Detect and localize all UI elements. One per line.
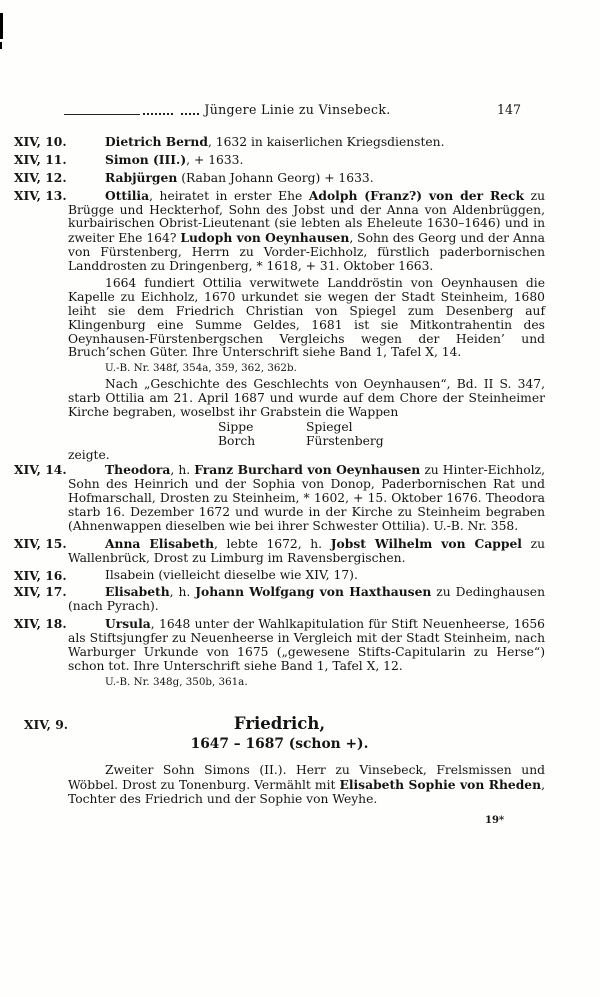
entry-number-label: XIV, 17. — [14, 584, 67, 600]
entry-number-label: XIV, 13. — [14, 187, 67, 203]
person-name-text: Theodora — [105, 462, 171, 478]
paragraph — [68, 764, 545, 807]
entry-number-label: XIV, 16. — [14, 567, 67, 583]
coat-of-arms-row — [218, 421, 545, 435]
source-footnote: U.-B. Nr. 348f, 354a, 359, 362, 362b. — [105, 362, 297, 375]
section-title: Friedrich, — [233, 714, 326, 734]
body-text: zu Hinter-Eichholz, Sohn des Heinrich und der Sophia von Donop, Paderbornischen Rat und Hofmarschall, Drosten zu Steinheim, * 1602, + 15. Oktober 1676. Theodora starb 16. Dezember 1672 und wurde in der Kirche zu Steinheim begraben (Ahnenwappen dieselben wie bei ihrer Schwester Ottilia). U.-B. Nr. 358. — [68, 463, 545, 533]
genealogy-entry — [14, 171, 545, 186]
page-header — [14, 103, 545, 119]
genealogy-entry — [14, 189, 545, 274]
body-text: zu Dedinghausen (nach Pyrach). — [68, 585, 545, 614]
genealogy-entry — [14, 585, 545, 614]
entry-text — [68, 463, 545, 533]
entry-text — [68, 569, 545, 583]
person-name-text: Ottilia — [105, 187, 150, 203]
person-name-text: Dietrich Bernd — [105, 134, 208, 149]
person-name-text: Rabjürgen — [105, 169, 178, 185]
coat-of-arms-cell: Borch — [218, 433, 256, 448]
coat-of-arms-cell: Sippe — [218, 419, 254, 434]
genealogy-entry — [14, 537, 545, 566]
person-name-text: Elisabeth Sophie von Rheden — [339, 776, 542, 792]
body-text: , 1632 in kaiserlichen Kriegsdiensten. — [207, 135, 445, 149]
body-text: , + 1633. — [186, 152, 244, 167]
entry-text — [68, 537, 545, 566]
body-text: zu Wallenbrück, Drost zu Limburg im Ravensbergischen. — [68, 536, 545, 565]
body-text: Nach „Geschichte des Geschlechts von Oeynhausen“, Bd. II S. 347, starb Ottilia am 21. April 1687 und wurde auf dem Chore der Steinheimer Kirche begraben, woselbst ihr Grabstein die Wappen — [68, 376, 545, 419]
body-text: Ilsabein (vielleicht dieselbe wie XIV, 17). — [105, 567, 358, 582]
page-number: 147 — [496, 102, 521, 117]
entry-number-label: XIV, 12. — [14, 169, 67, 185]
coat-of-arms-cell: Spiegel — [306, 419, 353, 434]
entry-number-label: XIV, 14. — [14, 462, 67, 478]
body-text: , lebte 1672, h. — [214, 536, 331, 551]
person-name-text: Franz Burchard von Oeynhausen — [194, 462, 421, 478]
scan-edge-artifact-small — [0, 42, 2, 49]
body-text: , Tochter des Friedrich und der Sophie von Weyhe. — [68, 777, 545, 806]
section-number-label: XIV, 9. — [24, 717, 69, 733]
person-name-text: Ludoph von Oeynhausen — [180, 230, 350, 246]
entry-number-label: XIV, 15. — [14, 535, 67, 551]
entry-number-label: XIV, 10. — [14, 134, 67, 149]
entry-number-label: XIV, 18. — [14, 616, 67, 632]
person-name-text: Elisabeth — [105, 584, 170, 600]
body-text: , h. — [170, 463, 195, 478]
section-life-dates: 1647 – 1687 (schon +). — [190, 736, 369, 753]
printer-signature-mark: 19* — [485, 814, 505, 826]
body-text: , heiratet in erster Ehe — [149, 188, 309, 203]
body-text: , Sohn des Georg und der Anna von Fürstenberg, Herrn zu Vorder-Eichholz, fürstlich paderbornischen Landdrosten zu Dringenberg, * 1618, + 31. Oktober 1663. — [68, 231, 545, 274]
person-name-text: Anna Elisabeth — [105, 535, 215, 551]
entry-text — [68, 153, 545, 168]
entry-text — [68, 135, 545, 150]
body-text: (Raban Johann Georg) + 1633. — [177, 170, 374, 185]
entry-text — [68, 585, 545, 614]
genealogy-entry — [14, 463, 545, 533]
running-header-title: Jüngere Linie zu Vinsebeck. — [204, 102, 391, 117]
entry-text — [68, 617, 545, 674]
genealogy-entry — [14, 569, 545, 583]
paragraph — [68, 277, 545, 360]
entry-text — [68, 189, 545, 274]
body-text: , h. — [169, 585, 196, 600]
continuation-word: zeigte. — [68, 448, 110, 463]
person-name-text: Simon (III.) — [105, 151, 187, 167]
coat-of-arms-row — [218, 435, 545, 449]
page-body — [14, 135, 545, 807]
scan-edge-artifact — [0, 13, 3, 39]
entry-number-label: XIV, 11. — [14, 151, 67, 167]
genealogy-entry — [14, 617, 545, 674]
body-text: 1664 fundiert Ottilia verwitwete Landdröstin von Oeynhausen die Kapelle zu Eichholz, 1670 urkundet sie wegen der Stadt Steinheim, 1680 leiht sie dem Friedrich Christian von Spiegel zum Desenberg auf Klingenburg eine Summe Geldes, 1681 ist sie Mitkontrahentin des Oeynhausen-Fürstenbergschen Vergleichs wegen der Heiden’ und Bruch’schen Güter. Ihre Unterschrift siehe Band 1, Tafel X, 14. — [68, 276, 545, 360]
body-text: zu Brügge und Heckterhof, Sohn des Jobst und der Anna von Aldenbrüggen, kurbairischen Obrist-Lieutenant (sie lebten als Eheleute 1630–1646) und in zweiter Ehe 164? — [68, 188, 545, 246]
coat-of-arms-table — [218, 421, 545, 449]
genealogy-entry — [14, 135, 545, 150]
person-name-text: Johann Wolfgang von Haxthausen — [195, 584, 432, 600]
paragraph — [68, 378, 545, 420]
person-name-text: Jobst Wilhelm von Cappel — [330, 535, 522, 551]
person-name-text: Adolph (Franz?) von der Reck — [308, 187, 525, 203]
genealogy-entry — [14, 153, 545, 168]
entry-text — [68, 171, 545, 186]
person-section-heading — [14, 715, 545, 753]
coat-of-arms-cell: Fürstenberg — [306, 433, 384, 448]
body-text: Zweiter Sohn Simons (II.). Herr zu Vinsebeck, Frelsmissen und Wöbbel. Drost zu Tonenburg. Vermählt mit — [68, 762, 545, 792]
person-name-text: Ursula — [105, 616, 151, 632]
source-footnote: U.-B. Nr. 348g, 350b, 361a. — [105, 675, 248, 688]
body-text: , 1648 unter der Wahlkapitulation für Stift Neuenheerse, 1656 als Stiftsjungfer zu Neuenheerse in Vergleich mit der Stadt Steinheim, nach Warburger Urkunde von 1675 („gewesene Stifts-Capitularin zu Herse“) schon tot. Ihre Unterschrift siehe Band 1, Tafel X, 12. — [68, 617, 545, 673]
